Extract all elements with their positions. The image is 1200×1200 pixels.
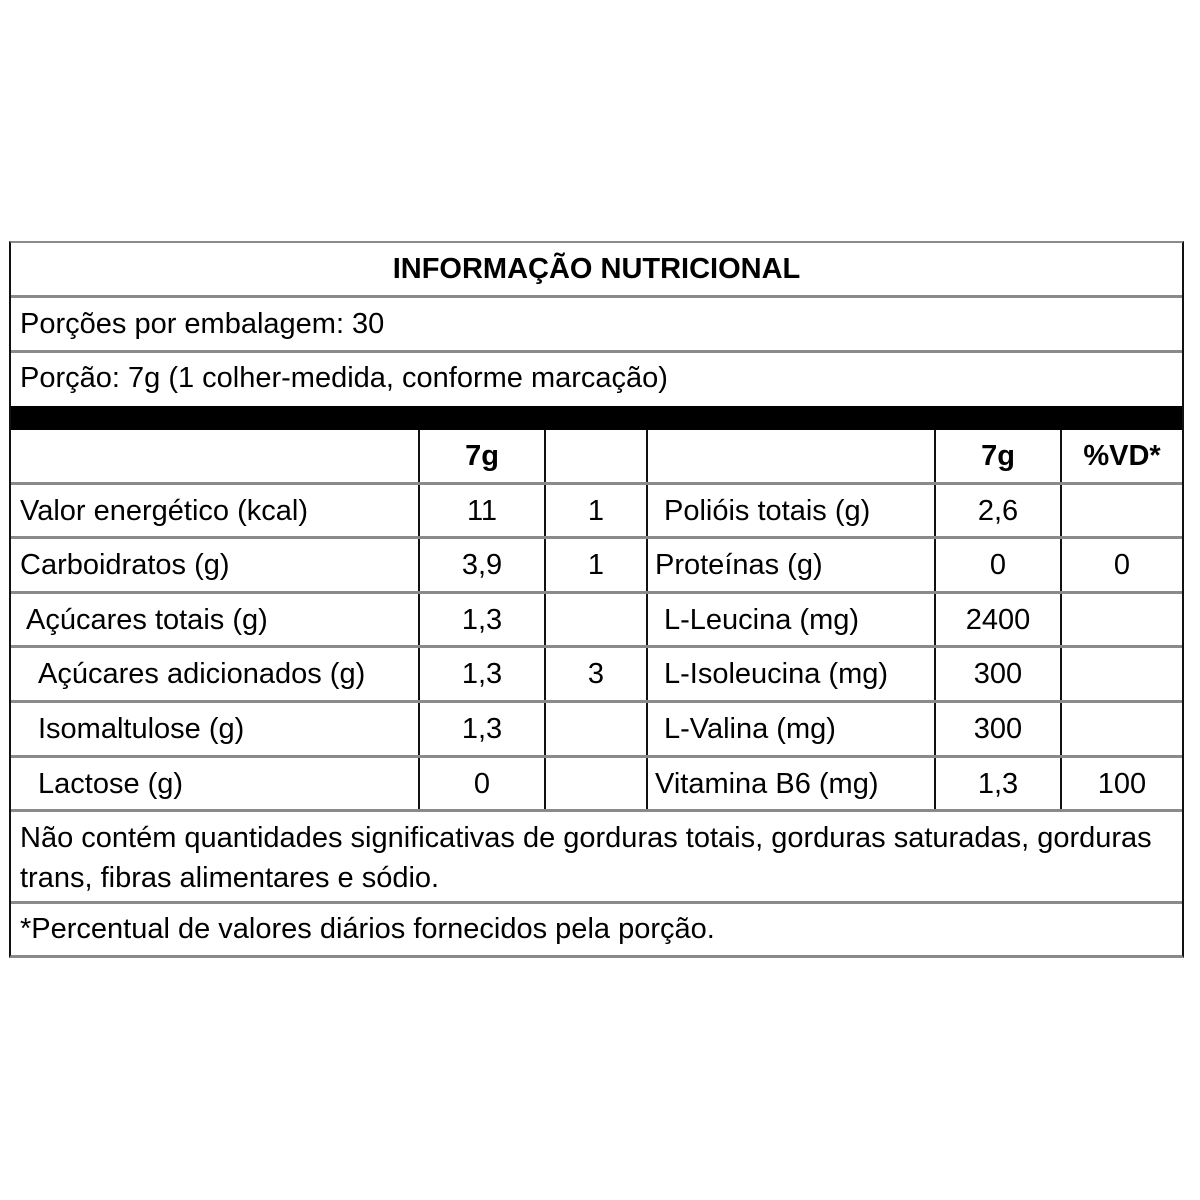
nutrient-vd [1060,703,1182,755]
nutrient-vd [544,703,646,755]
header-right-name [646,430,934,482]
table-row [11,648,1182,703]
nutrient-vd [1060,648,1182,700]
table-row [11,594,1182,649]
serving-size: Porção: 7g (1 colher-medida, conforme marcação) [20,362,668,394]
header-left-amount: 7g [418,430,544,482]
nutrient-name: Valor energético (kcal) [20,494,308,527]
table-row [11,758,1182,813]
grid-header-row [11,430,1182,485]
daily-value-footnote: *Percentual de valores diários fornecidos pela porção. [20,913,715,945]
divider-bar [11,406,1182,430]
header-right-amount: 7g [934,430,1060,482]
portions-per-package: Porções por embalagem: 30 [11,298,1182,353]
nutrient-name: Polióis totais (g) [646,485,934,537]
nutrient-vd [544,758,646,810]
nutrient-amount: 300 [934,703,1060,755]
nutrient-name: Proteínas (g) [646,539,934,591]
nutrient-amount: 11 [418,485,544,537]
nutrient-amount: 0 [934,539,1060,591]
nutrient-vd [1060,594,1182,646]
header-right-vd: %VD* [1060,430,1182,482]
nutrient-name: Carboidratos (g) [20,549,230,582]
nutrient-name: Açúcares totais (g) [26,603,268,636]
nutrient-name: Isomaltulose (g) [38,713,245,745]
nutrient-vd: 1 [544,485,646,537]
nutrient-name: Lactose (g) [38,767,184,800]
nutrient-name: Açúcares adicionados (g) [38,658,366,691]
nutrient-amount: 0 [418,758,544,810]
nutrient-amount: 1,3 [934,758,1060,810]
header-left-name [11,430,418,482]
nutrient-amount: 1,3 [418,648,544,700]
nutrient-name: Vitamina B6 (mg) [646,758,934,810]
nutrient-vd [544,594,646,646]
nutrient-amount: 1,3 [418,594,544,646]
nutrient-vd: 100 [1060,758,1182,810]
table-title: INFORMAÇÃO NUTRICIONAL [11,243,1182,298]
header-left-vd [544,430,646,482]
table-row [11,539,1182,594]
nutrient-vd: 3 [544,648,646,700]
nutrient-vd: 1 [544,539,646,591]
table-row [11,703,1182,758]
nutrient-vd: 0 [1060,539,1182,591]
nutrient-amount: 3,9 [418,539,544,591]
nutrient-amount: 300 [934,648,1060,700]
nutrient-amount: 2,6 [934,485,1060,537]
nutrient-name: L-Valina (mg) [646,703,934,755]
nutrition-facts-table [9,241,1184,958]
nutrient-name: L-Isoleucina (mg) [646,648,934,700]
insignificant-nutrients-note: Não contém quantidades significativas de gorduras totais, gorduras saturadas, gorduras trans, fibras alimentares e sódio. [11,812,1182,904]
nutrient-amount: 1,3 [418,703,544,755]
table-row [11,485,1182,540]
nutrient-vd [1060,485,1182,537]
nutrient-name: L-Leucina (mg) [646,594,934,646]
nutrient-amount: 2400 [934,594,1060,646]
nutrient-grid [11,430,1182,812]
